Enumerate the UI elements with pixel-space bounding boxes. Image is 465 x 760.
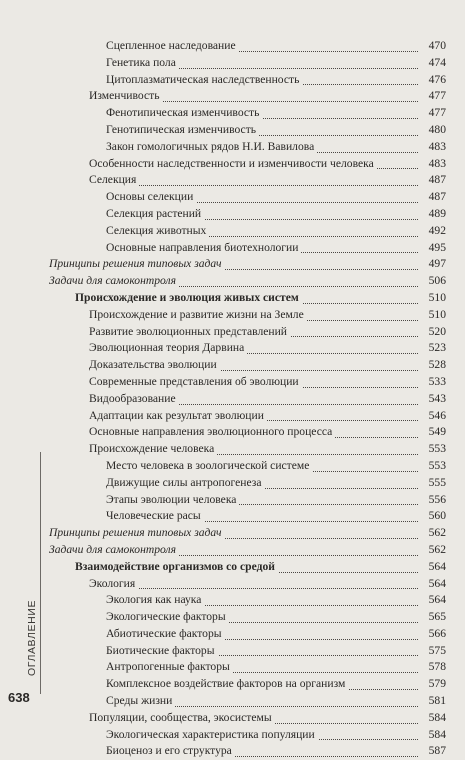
toc-entry-page: 510 <box>418 290 446 307</box>
toc-entry-page: 564 <box>418 592 446 609</box>
toc-entry-page: 555 <box>418 475 446 492</box>
toc-entry-title: Антропогенные факторы <box>106 659 233 676</box>
toc-entry-title: Селекция <box>89 172 139 189</box>
toc-entry-title: Задачи для самоконтроля <box>49 542 179 559</box>
toc-entry-page: 584 <box>418 710 446 727</box>
toc-entry-page: 579 <box>418 676 446 693</box>
toc-entry-title: Селекция растений <box>106 206 204 223</box>
toc-entry-title: Биоценоз и его структура <box>106 743 235 760</box>
toc-entry-title: Видообразование <box>89 391 179 408</box>
toc-entry-title: Этапы эволюции человека <box>106 492 239 509</box>
toc-entry-title: Основы селекции <box>106 189 196 206</box>
toc-entry-page: 477 <box>418 88 446 105</box>
toc-entry-title: Основные направления биотехнологии <box>106 240 301 257</box>
toc-entry-page: 483 <box>418 139 446 156</box>
toc-entry-title: Генетика пола <box>106 55 179 72</box>
toc-entry-title: Популяции, сообщества, экосистемы <box>89 710 275 727</box>
toc-entry-page: 553 <box>418 441 446 458</box>
toc-entry-title: Движущие силы антропогенеза <box>106 475 265 492</box>
toc-entry-page: 584 <box>418 727 446 744</box>
toc-entry-page: 565 <box>418 609 446 626</box>
toc-entry-title: Адаптации как результат эволюции <box>89 408 267 425</box>
toc-entry-title: Экологическая характеристика популяции <box>106 727 318 744</box>
toc-entry-title: Цитоплазматическая наследственность <box>106 72 302 89</box>
toc-entry-title: Абиотические факторы <box>106 626 225 643</box>
toc-entry-page: 543 <box>418 391 446 408</box>
toc-entry-page: 562 <box>418 542 446 559</box>
toc-entry-page: 564 <box>418 576 446 593</box>
toc-entry-page: 495 <box>418 240 446 257</box>
toc-entry-page: 578 <box>418 659 446 676</box>
toc-entry-page: 546 <box>418 408 446 425</box>
toc-entry-title: Место человека в зоологической системе <box>106 458 312 475</box>
toc-entry-title: Экологические факторы <box>106 609 229 626</box>
toc-entry-title: Принципы решения типовых задач <box>49 256 225 273</box>
toc-entry-title: Человеческие расы <box>106 508 204 525</box>
toc-entry-page: 564 <box>418 559 446 576</box>
toc-entry-title: Эволюционная теория Дарвина <box>89 340 247 357</box>
toc-entry-page: 506 <box>418 273 446 290</box>
toc-entry-page: 562 <box>418 525 446 542</box>
toc-entry-title: Закон гомологичных рядов Н.И. Вавилова <box>106 139 317 156</box>
toc-entry-page: 474 <box>418 55 446 72</box>
toc-entry-title: Экология <box>89 576 138 593</box>
toc-entry-title: Селекция животных <box>106 223 209 240</box>
toc-entry-page: 489 <box>418 206 446 223</box>
toc-entry-title: Происхождение и развитие жизни на Земле <box>89 307 307 324</box>
toc-entry-page: 492 <box>418 223 446 240</box>
toc-entry-title: Задачи для самоконтроля <box>49 273 179 290</box>
toc-entry-title: Особенности наследственности и изменчивости человека <box>89 156 377 173</box>
page-number: 638 <box>8 690 30 705</box>
toc-entry <box>0 743 465 760</box>
toc-entry-page: 470 <box>418 38 446 55</box>
toc-entry-page: 487 <box>418 172 446 189</box>
toc-entry-title: Происхождение и эволюция живых систем <box>75 290 302 307</box>
toc-entry-title: Сцепленное наследование <box>106 38 239 55</box>
toc-entry-title: Развитие эволюционных представлений <box>89 324 290 341</box>
toc-entry-page: 533 <box>418 374 446 391</box>
toc-entry-page: 480 <box>418 122 446 139</box>
sidebar-rule <box>40 452 41 694</box>
toc-entry-title: Изменчивость <box>89 88 163 105</box>
toc-entry-title: Биотические факторы <box>106 643 218 660</box>
toc-entry-page: 549 <box>418 424 446 441</box>
toc-entry-title: Современные представления об эволюции <box>89 374 302 391</box>
toc-entry-page: 556 <box>418 492 446 509</box>
toc-entry-title: Происхождение человека <box>89 441 217 458</box>
toc-entry-title: Экология как наука <box>106 592 204 609</box>
toc-entry-page: 476 <box>418 72 446 89</box>
toc-entry-page: 528 <box>418 357 446 374</box>
toc-entry-page: 497 <box>418 256 446 273</box>
sidebar-section-label: ОГЛАВЛЕНИЕ <box>26 599 38 676</box>
toc-entry-title: Генотипическая изменчивость <box>106 122 259 139</box>
toc-entry-title: Принципы решения типовых задач <box>49 525 225 542</box>
toc-entry-page: 520 <box>418 324 446 341</box>
toc-entry-title: Среды жизни <box>106 693 175 710</box>
toc-entry-page: 510 <box>418 307 446 324</box>
toc-entry-page: 587 <box>418 743 446 760</box>
toc-entry-page: 581 <box>418 693 446 710</box>
toc-entry-title: Взаимодействие организмов со средой <box>75 559 278 576</box>
toc-entry-page: 487 <box>418 189 446 206</box>
toc-entry-title: Основные направления эволюционного процесса <box>89 424 335 441</box>
toc-entry-page: 560 <box>418 508 446 525</box>
toc-entry-page: 477 <box>418 105 446 122</box>
table-of-contents <box>0 38 465 760</box>
toc-entry-title: Доказательства эволюции <box>89 357 220 374</box>
toc-entry-title: Комплексное воздействие факторов на организм <box>106 676 348 693</box>
toc-entry-page: 553 <box>418 458 446 475</box>
toc-entry-title: Фенотипическая изменчивость <box>106 105 262 122</box>
toc-entry-page: 575 <box>418 643 446 660</box>
toc-entry-page: 523 <box>418 340 446 357</box>
toc-entry-page: 483 <box>418 156 446 173</box>
toc-entry-page: 566 <box>418 626 446 643</box>
